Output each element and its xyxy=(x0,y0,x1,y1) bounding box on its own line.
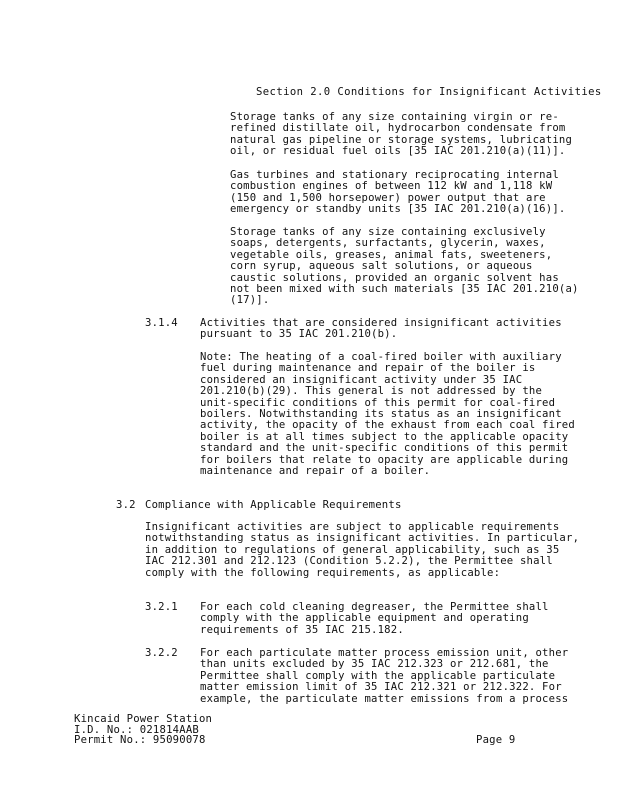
insignificant-item-storage-tanks-oil xyxy=(230,112,580,158)
section-number-3-2-2: 3.2.2 xyxy=(145,647,178,659)
section-3-2-2-text xyxy=(200,648,585,705)
section-3-2-1-text xyxy=(200,602,585,636)
section-heading-3-2: Compliance with Applicable Requirements xyxy=(145,499,402,511)
footer-id-number: I.D. No.: 021814AAB xyxy=(74,723,199,736)
paragraph: For each cold cleaning degreaser, the Permittee shall comply with the applicable equipment and operating requirements of 35 IAC 215.182. xyxy=(200,601,549,636)
section-title: Section 2.0 Conditions for Insignificant Activities xyxy=(256,86,602,98)
paragraph: Storage tanks of any size containing exclusively soaps, detergents, surfactants, glycerin, waxes, vegetable oils, greases, animal fats, sweeteners, corn syrup, aqueous salt solutions, or aqueous caustic solutions, provided an organic solvent has not been mixed with such materials [35 IAC 201.210(a)(17)]. xyxy=(230,226,579,307)
paragraph: Gas turbines and stationary reciprocating internal combustion engines of between 112 kW and 1,118 kW (150 and 1,500 horsepower) power output that are emergency or standby units [35 IAC 201.210(a)(16)]. xyxy=(230,169,566,216)
paragraph: Activities that are considered insignificant activities pursuant to 35 IAC 201.210(b). xyxy=(200,317,562,341)
paragraph: Insignificant activities are subject to applicable requirements notwithstanding status as insignificant activities. In particular, in addition to regulations of general applicability, such as 35 IAC 212.301 and 212.123 (Condition 5.2.2), the Permittee shall comply with the following requirements, as applicable: xyxy=(145,521,580,579)
page-number: Page 9 xyxy=(476,734,516,746)
note-paragraph: Note: The heating of a coal-fired boiler with auxiliary fuel during maintenance and repair of the boiler is considered an insignificant activity under 35 IAC 201.210(b)(29). This general is not addressed by the unit-specific conditions of this permit for coal-fired boilers. Notwithstanding its status as an insignificant activity, the opacity of the exhaust from each coal fired boiler is at all times subject to the applicable opacity standard and the unit-specific conditions of this permit for boilers that relate to opacity are applicable during maintenance and repair of a boiler. xyxy=(200,351,575,478)
footer-permit-number: Permit No.: 95090078 xyxy=(74,734,206,747)
footer-facility-info xyxy=(74,714,212,746)
section-3-1-4-note xyxy=(200,352,580,477)
section-number-3-2-1: 3.2.1 xyxy=(145,601,178,613)
section-3-2-text xyxy=(145,522,585,579)
insignificant-item-storage-tanks-soaps xyxy=(230,227,580,307)
paragraph: Storage tanks of any size containing virgin or re-refined distillate oil, hydrocarbon condensate from natural gas pipeline or storage systems, lubricating oil, or residual fuel oils [35 IAC 201.210(a)(11)]. xyxy=(230,111,573,158)
section-number-3-2: 3.2 xyxy=(116,499,136,511)
insignificant-item-gas-turbines xyxy=(230,170,580,216)
paragraph: For each particulate matter process emission unit, other than units excluded by 35 IAC 212.323 or 212.681, the Permittee shall comply with the applicable particulate matter emission limit of 35 IAC 212.321 or 212.322. For example, the particulate matter emissions from a process xyxy=(200,647,569,705)
section-3-1-4-text xyxy=(200,318,580,341)
footer-facility-name: Kincaid Power Station xyxy=(74,713,213,725)
section-number-3-1-4: 3.1.4 xyxy=(145,317,178,329)
